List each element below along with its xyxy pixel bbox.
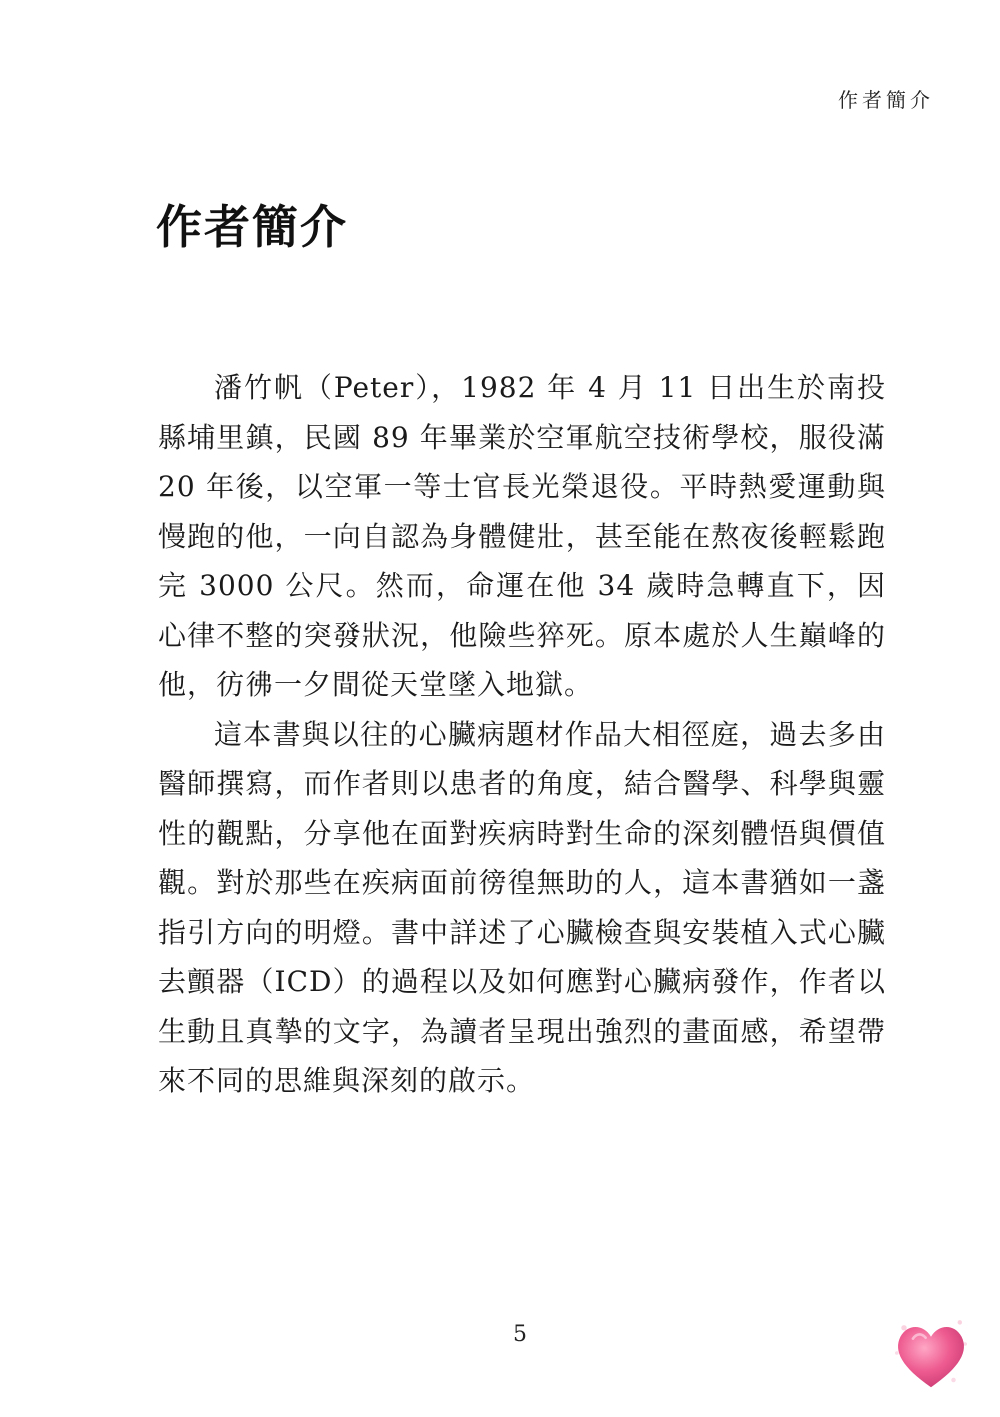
paragraph-1: 潘竹帆（Peter），1982 年 4 月 11 日出生於南投縣埔里鎮，民國 89 年畢業於空軍航空技術學校，服役滿 20 年後，以空軍一等士官長光榮退役。平時熱愛運動與慢跑的他，一向自認為身體健壯，甚至能在熬夜後輕鬆跑完 3000 公尺。然而，命運在他 34 歲時急轉直下，因心律不整的突發狀況，他險些猝死。原本處於人生巔峰的他，彷彿一夕間從天堂墜入地獄。 (158, 371, 886, 701)
page-title: 作者簡介 (156, 200, 348, 254)
page-number: 5 (513, 1322, 527, 1347)
body-text (158, 363, 886, 1106)
paragraph-2: 這本書與以往的心臟病題材作品大相徑庭，過去多由醫師撰寫，而作者則以患者的角度，結合醫學、科學與靈性的觀點，分享他在面對疾病時對生命的深刻體悟與價值觀。對於那些在疾病面前徬徨無助的人，這本書猶如一盞指引方向的明燈。書中詳述了心臟檢查與安裝植入式心臟去顫器（ICD）的過程以及如何應對心臟病發作，作者以生動且真摯的文字，為讀者呈現出強烈的畫面感，希望帶來不同的思維與深刻的啟示。 (158, 717, 886, 1097)
heart-icon (886, 1308, 976, 1398)
running-header: 作者簡介 (838, 88, 934, 112)
